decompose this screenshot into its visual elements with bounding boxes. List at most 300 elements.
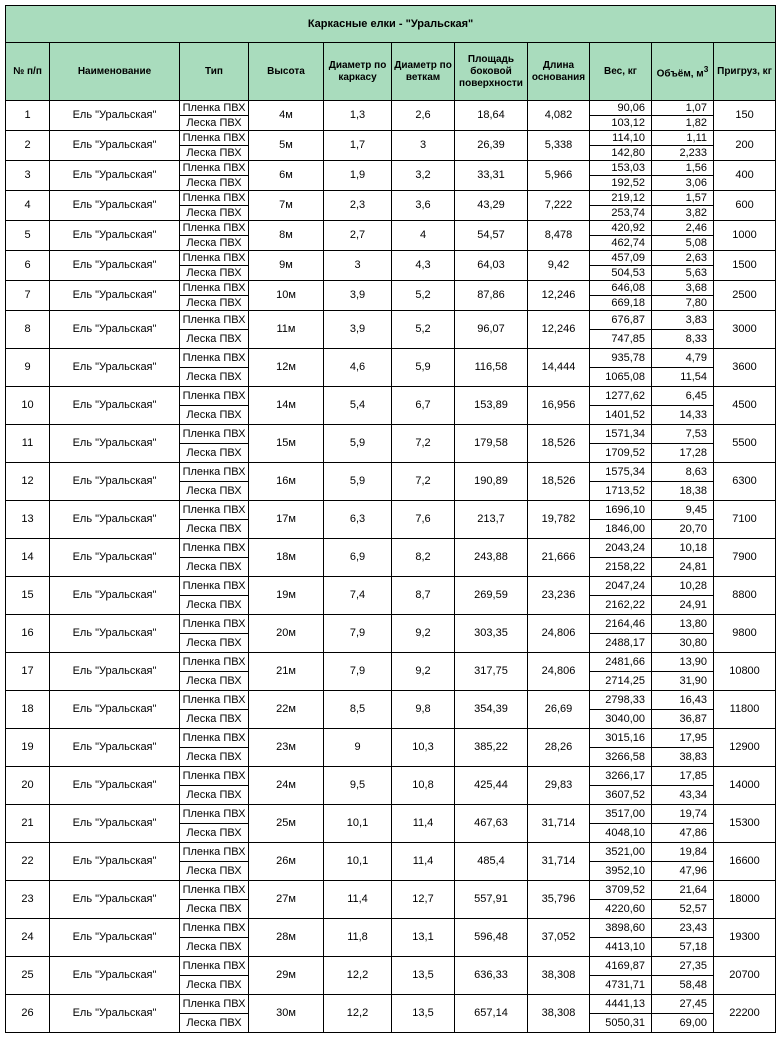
cell-base-length: 12,246 — [528, 311, 590, 349]
cell-num: 11 — [6, 425, 50, 463]
cell-diameter-branches: 7,2 — [392, 425, 455, 463]
cell-type-film: Пленка ПВХ — [180, 957, 249, 976]
cell-ballast: 1000 — [714, 221, 776, 251]
cell-weight-film: 90,06 — [590, 101, 652, 116]
cell-diameter-branches: 5,9 — [392, 349, 455, 387]
cell-volume-line: 17,28 — [652, 444, 714, 463]
cell-diameter-frame: 1,7 — [324, 131, 392, 161]
cell-num: 2 — [6, 131, 50, 161]
cell-type-line: Леска ПВХ — [180, 406, 249, 425]
cell-num: 20 — [6, 767, 50, 805]
cell-diameter-branches: 13,5 — [392, 995, 455, 1033]
cell-diameter-frame: 12,2 — [324, 995, 392, 1033]
cell-type-film: Пленка ПВХ — [180, 767, 249, 786]
cell-weight-film: 646,08 — [590, 281, 652, 296]
cell-area: 425,44 — [455, 767, 528, 805]
cell-type-line: Леска ПВХ — [180, 748, 249, 767]
cell-name: Ель "Уральская" — [50, 221, 180, 251]
cell-type-film: Пленка ПВХ — [180, 539, 249, 558]
table-row — [6, 653, 776, 672]
cell-type-line: Леска ПВХ — [180, 672, 249, 691]
cell-type-line: Леска ПВХ — [180, 976, 249, 995]
table-row — [6, 425, 776, 444]
cell-weight-film: 153,03 — [590, 161, 652, 176]
cell-height: 21м — [249, 653, 324, 691]
cell-weight-film: 4441,13 — [590, 995, 652, 1014]
cell-ballast: 3600 — [714, 349, 776, 387]
cell-base-length: 26,69 — [528, 691, 590, 729]
cell-height: 15м — [249, 425, 324, 463]
cell-weight-line: 192,52 — [590, 176, 652, 191]
cell-area: 54,57 — [455, 221, 528, 251]
cell-weight-film: 3266,17 — [590, 767, 652, 786]
cell-weight-film: 4169,87 — [590, 957, 652, 976]
cell-name: Ель "Уральская" — [50, 957, 180, 995]
cell-diameter-frame: 2,7 — [324, 221, 392, 251]
cell-type-film: Пленка ПВХ — [180, 311, 249, 330]
cell-area: 33,31 — [455, 161, 528, 191]
cell-weight-line: 3952,10 — [590, 862, 652, 881]
cell-name: Ель "Уральская" — [50, 101, 180, 131]
cell-ballast: 9800 — [714, 615, 776, 653]
cell-area: 243,88 — [455, 539, 528, 577]
cell-type-film: Пленка ПВХ — [180, 191, 249, 206]
cell-weight-film: 2481,66 — [590, 653, 652, 672]
cell-num: 10 — [6, 387, 50, 425]
header-diameter-branches: Диаметр по веткам — [392, 43, 455, 101]
cell-num: 1 — [6, 101, 50, 131]
cell-volume-line: 7,80 — [652, 296, 714, 311]
cell-base-length: 38,308 — [528, 995, 590, 1033]
cell-num: 22 — [6, 843, 50, 881]
cell-weight-line: 4413,10 — [590, 938, 652, 957]
cell-type-line: Леска ПВХ — [180, 146, 249, 161]
cell-type-line: Леска ПВХ — [180, 786, 249, 805]
table-row — [6, 729, 776, 748]
cell-base-length: 5,338 — [528, 131, 590, 161]
cell-ballast: 1500 — [714, 251, 776, 281]
cell-name: Ель "Уральская" — [50, 191, 180, 221]
cell-height: 22м — [249, 691, 324, 729]
cell-area: 153,89 — [455, 387, 528, 425]
cell-diameter-branches: 11,4 — [392, 805, 455, 843]
cell-base-length: 14,444 — [528, 349, 590, 387]
cell-volume-film: 3,83 — [652, 311, 714, 330]
cell-num: 5 — [6, 221, 50, 251]
cell-name: Ель "Уральская" — [50, 161, 180, 191]
cell-height: 29м — [249, 957, 324, 995]
cell-area: 269,59 — [455, 577, 528, 615]
cell-diameter-branches: 5,2 — [392, 281, 455, 311]
cell-diameter-branches: 9,8 — [392, 691, 455, 729]
cell-volume-film: 1,11 — [652, 131, 714, 146]
cell-type-line: Леска ПВХ — [180, 900, 249, 919]
header-ballast: Пригруз, кг — [714, 43, 776, 101]
cell-type-film: Пленка ПВХ — [180, 161, 249, 176]
cell-weight-film: 114,10 — [590, 131, 652, 146]
cell-weight-film: 457,09 — [590, 251, 652, 266]
cell-diameter-branches: 12,7 — [392, 881, 455, 919]
cell-ballast: 10800 — [714, 653, 776, 691]
cell-volume-line: 30,80 — [652, 634, 714, 653]
cell-ballast: 150 — [714, 101, 776, 131]
table-row — [6, 387, 776, 406]
cell-height: 19м — [249, 577, 324, 615]
cell-weight-line: 3040,00 — [590, 710, 652, 729]
cell-volume-line: 38,83 — [652, 748, 714, 767]
table-row — [6, 281, 776, 296]
cell-num: 7 — [6, 281, 50, 311]
cell-type-line: Леска ПВХ — [180, 596, 249, 615]
cell-type-film: Пленка ПВХ — [180, 131, 249, 146]
cell-name: Ель "Уральская" — [50, 387, 180, 425]
cell-volume-film: 27,35 — [652, 957, 714, 976]
cell-base-length: 35,796 — [528, 881, 590, 919]
cell-type-film: Пленка ПВХ — [180, 251, 249, 266]
cell-diameter-frame: 3 — [324, 251, 392, 281]
cell-type-film: Пленка ПВХ — [180, 843, 249, 862]
cell-weight-line: 103,12 — [590, 116, 652, 131]
cell-weight-line: 1065,08 — [590, 368, 652, 387]
cell-diameter-frame: 1,9 — [324, 161, 392, 191]
cell-height: 28м — [249, 919, 324, 957]
cell-height: 12м — [249, 349, 324, 387]
cell-base-length: 38,308 — [528, 957, 590, 995]
cell-name: Ель "Уральская" — [50, 539, 180, 577]
table-row — [6, 221, 776, 236]
cell-ballast: 20700 — [714, 957, 776, 995]
cell-type-film: Пленка ПВХ — [180, 615, 249, 634]
cell-volume-line: 43,34 — [652, 786, 714, 805]
cell-type-line: Леска ПВХ — [180, 296, 249, 311]
cell-type-film: Пленка ПВХ — [180, 463, 249, 482]
cell-diameter-branches: 6,7 — [392, 387, 455, 425]
cell-volume-line: 69,00 — [652, 1014, 714, 1033]
cell-height: 14м — [249, 387, 324, 425]
header-name: Наименование — [50, 43, 180, 101]
cell-volume-line: 52,57 — [652, 900, 714, 919]
cell-type-film: Пленка ПВХ — [180, 805, 249, 824]
cell-weight-film: 3898,60 — [590, 919, 652, 938]
cell-weight-film: 3517,00 — [590, 805, 652, 824]
cell-type-film: Пленка ПВХ — [180, 387, 249, 406]
cell-weight-film: 1575,34 — [590, 463, 652, 482]
cell-type-line: Леска ПВХ — [180, 558, 249, 577]
table-row — [6, 691, 776, 710]
cell-diameter-frame: 3,9 — [324, 281, 392, 311]
cell-base-length: 9,42 — [528, 251, 590, 281]
cell-num: 4 — [6, 191, 50, 221]
cell-num: 12 — [6, 463, 50, 501]
cell-type-line: Леска ПВХ — [180, 116, 249, 131]
cell-base-length: 16,956 — [528, 387, 590, 425]
cell-height: 11м — [249, 311, 324, 349]
cell-ballast: 400 — [714, 161, 776, 191]
cell-num: 23 — [6, 881, 50, 919]
cell-diameter-branches: 7,2 — [392, 463, 455, 501]
table-row — [6, 251, 776, 266]
cell-name: Ель "Уральская" — [50, 805, 180, 843]
cell-diameter-frame: 3,9 — [324, 311, 392, 349]
cell-volume-line: 3,06 — [652, 176, 714, 191]
cell-area: 557,91 — [455, 881, 528, 919]
cell-volume-line: 18,38 — [652, 482, 714, 501]
cell-base-length: 5,966 — [528, 161, 590, 191]
cell-name: Ель "Уральская" — [50, 653, 180, 691]
cell-ballast: 6300 — [714, 463, 776, 501]
cell-weight-film: 3015,16 — [590, 729, 652, 748]
header-volume-label: Объём, м — [656, 68, 704, 80]
cell-type-film: Пленка ПВХ — [180, 349, 249, 368]
cell-name: Ель "Уральская" — [50, 131, 180, 161]
table-row — [6, 919, 776, 938]
table-row — [6, 995, 776, 1014]
cell-weight-line: 4220,60 — [590, 900, 652, 919]
cell-area: 116,58 — [455, 349, 528, 387]
cell-volume-film: 10,28 — [652, 577, 714, 596]
cell-volume-line: 2,233 — [652, 146, 714, 161]
cell-type-line: Леска ПВХ — [180, 206, 249, 221]
cell-ballast: 4500 — [714, 387, 776, 425]
cell-base-length: 8,478 — [528, 221, 590, 251]
cell-volume-line: 20,70 — [652, 520, 714, 539]
cell-diameter-frame: 10,1 — [324, 805, 392, 843]
cell-volume-film: 9,45 — [652, 501, 714, 520]
cell-name: Ель "Уральская" — [50, 729, 180, 767]
cell-height: 10м — [249, 281, 324, 311]
cell-type-film: Пленка ПВХ — [180, 881, 249, 900]
cell-weight-film: 2043,24 — [590, 539, 652, 558]
cell-ballast: 7100 — [714, 501, 776, 539]
cell-area: 657,14 — [455, 995, 528, 1033]
table-row — [6, 463, 776, 482]
cell-weight-line: 2162,22 — [590, 596, 652, 615]
cell-area: 385,22 — [455, 729, 528, 767]
cell-height: 30м — [249, 995, 324, 1033]
cell-area: 467,63 — [455, 805, 528, 843]
cell-weight-film: 2798,33 — [590, 691, 652, 710]
cell-weight-film: 2164,46 — [590, 615, 652, 634]
cell-ballast: 11800 — [714, 691, 776, 729]
table-row — [6, 501, 776, 520]
cell-height: 18м — [249, 539, 324, 577]
cell-name: Ель "Уральская" — [50, 767, 180, 805]
cell-diameter-branches: 7,6 — [392, 501, 455, 539]
table-row — [6, 767, 776, 786]
cell-weight-film: 219,12 — [590, 191, 652, 206]
cell-type-film: Пленка ПВХ — [180, 691, 249, 710]
cell-volume-film: 13,80 — [652, 615, 714, 634]
cell-volume-film: 21,64 — [652, 881, 714, 900]
cell-diameter-frame: 9 — [324, 729, 392, 767]
cell-volume-film: 7,53 — [652, 425, 714, 444]
cell-diameter-branches: 4 — [392, 221, 455, 251]
cell-volume-line: 11,54 — [652, 368, 714, 387]
cell-weight-film: 2047,24 — [590, 577, 652, 596]
cell-height: 26м — [249, 843, 324, 881]
cell-height: 23м — [249, 729, 324, 767]
cell-diameter-frame: 6,9 — [324, 539, 392, 577]
cell-type-film: Пленка ПВХ — [180, 995, 249, 1014]
cell-weight-film: 676,87 — [590, 311, 652, 330]
cell-name: Ель "Уральская" — [50, 615, 180, 653]
cell-ballast: 8800 — [714, 577, 776, 615]
cell-volume-film: 17,85 — [652, 767, 714, 786]
cell-area: 636,33 — [455, 957, 528, 995]
cell-diameter-branches: 8,2 — [392, 539, 455, 577]
cell-weight-film: 3521,00 — [590, 843, 652, 862]
table-row — [6, 101, 776, 116]
cell-num: 16 — [6, 615, 50, 653]
cell-height: 5м — [249, 131, 324, 161]
cell-weight-line: 1709,52 — [590, 444, 652, 463]
cell-diameter-frame: 2,3 — [324, 191, 392, 221]
cell-volume-line: 24,81 — [652, 558, 714, 577]
cell-diameter-frame: 12,2 — [324, 957, 392, 995]
cell-name: Ель "Уральская" — [50, 281, 180, 311]
cell-diameter-branches: 2,6 — [392, 101, 455, 131]
cell-weight-line: 5050,31 — [590, 1014, 652, 1033]
cell-volume-film: 8,63 — [652, 463, 714, 482]
cell-weight-line: 462,74 — [590, 236, 652, 251]
cell-num: 3 — [6, 161, 50, 191]
cell-volume-film: 4,79 — [652, 349, 714, 368]
header-volume — [652, 43, 714, 101]
cell-diameter-frame: 7,9 — [324, 615, 392, 653]
cell-base-length: 28,26 — [528, 729, 590, 767]
cell-name: Ель "Уральская" — [50, 995, 180, 1033]
cell-num: 17 — [6, 653, 50, 691]
cell-volume-film: 1,57 — [652, 191, 714, 206]
cell-type-line: Леска ПВХ — [180, 710, 249, 729]
cell-weight-film: 1696,10 — [590, 501, 652, 520]
table-row — [6, 881, 776, 900]
cell-diameter-frame: 8,5 — [324, 691, 392, 729]
cell-base-length: 12,246 — [528, 281, 590, 311]
cell-diameter-branches: 10,8 — [392, 767, 455, 805]
cell-name: Ель "Уральская" — [50, 463, 180, 501]
cell-volume-film: 2,63 — [652, 251, 714, 266]
price-table — [5, 5, 776, 1033]
cell-ballast: 14000 — [714, 767, 776, 805]
cell-diameter-branches: 3,6 — [392, 191, 455, 221]
cell-diameter-frame: 1,3 — [324, 101, 392, 131]
cell-num: 25 — [6, 957, 50, 995]
cell-num: 6 — [6, 251, 50, 281]
header-height: Высота — [249, 43, 324, 101]
cell-diameter-frame: 6,3 — [324, 501, 392, 539]
cell-ballast: 18000 — [714, 881, 776, 919]
header-volume-sup: 3 — [703, 63, 709, 74]
cell-volume-film: 1,56 — [652, 161, 714, 176]
table-row — [6, 311, 776, 330]
cell-base-length: 24,806 — [528, 615, 590, 653]
cell-diameter-frame: 5,9 — [324, 425, 392, 463]
table-row — [6, 957, 776, 976]
cell-weight-line: 3266,58 — [590, 748, 652, 767]
cell-diameter-branches: 13,5 — [392, 957, 455, 995]
cell-type-line: Леска ПВХ — [180, 444, 249, 463]
cell-name: Ель "Уральская" — [50, 843, 180, 881]
table-row — [6, 805, 776, 824]
cell-type-film: Пленка ПВХ — [180, 653, 249, 672]
cell-ballast: 22200 — [714, 995, 776, 1033]
cell-name: Ель "Уральская" — [50, 919, 180, 957]
cell-type-line: Леска ПВХ — [180, 368, 249, 387]
cell-base-length: 31,714 — [528, 805, 590, 843]
cell-diameter-branches: 13,1 — [392, 919, 455, 957]
cell-weight-line: 1713,52 — [590, 482, 652, 501]
cell-type-film: Пленка ПВХ — [180, 101, 249, 116]
cell-num: 13 — [6, 501, 50, 539]
cell-diameter-frame: 5,4 — [324, 387, 392, 425]
cell-ballast: 12900 — [714, 729, 776, 767]
cell-area: 485,4 — [455, 843, 528, 881]
cell-ballast: 600 — [714, 191, 776, 221]
cell-num: 19 — [6, 729, 50, 767]
cell-volume-line: 24,91 — [652, 596, 714, 615]
cell-ballast: 15300 — [714, 805, 776, 843]
cell-volume-line: 47,96 — [652, 862, 714, 881]
cell-weight-line: 2158,22 — [590, 558, 652, 577]
cell-type-film: Пленка ПВХ — [180, 281, 249, 296]
cell-type-line: Леска ПВХ — [180, 482, 249, 501]
cell-height: 4м — [249, 101, 324, 131]
cell-height: 24м — [249, 767, 324, 805]
cell-area: 18,64 — [455, 101, 528, 131]
cell-weight-line: 4731,71 — [590, 976, 652, 995]
cell-name: Ель "Уральская" — [50, 691, 180, 729]
cell-volume-line: 36,87 — [652, 710, 714, 729]
cell-area: 190,89 — [455, 463, 528, 501]
table-body — [6, 101, 776, 1033]
cell-weight-line: 2488,17 — [590, 634, 652, 653]
cell-diameter-branches: 3,2 — [392, 161, 455, 191]
cell-weight-film: 1571,34 — [590, 425, 652, 444]
cell-volume-line: 47,86 — [652, 824, 714, 843]
cell-diameter-branches: 9,2 — [392, 615, 455, 653]
cell-weight-film: 1277,62 — [590, 387, 652, 406]
cell-height: 9м — [249, 251, 324, 281]
cell-area: 317,75 — [455, 653, 528, 691]
table-title: Каркасные елки - "Уральская" — [6, 6, 776, 43]
cell-area: 43,29 — [455, 191, 528, 221]
cell-weight-line: 1401,52 — [590, 406, 652, 425]
cell-name: Ель "Уральская" — [50, 349, 180, 387]
cell-base-length: 4,082 — [528, 101, 590, 131]
cell-type-line: Леска ПВХ — [180, 236, 249, 251]
cell-base-length: 29,83 — [528, 767, 590, 805]
cell-volume-line: 5,08 — [652, 236, 714, 251]
header-area: Площадь боковой поверхности — [455, 43, 528, 101]
cell-volume-film: 10,18 — [652, 539, 714, 558]
cell-ballast: 200 — [714, 131, 776, 161]
cell-type-line: Леска ПВХ — [180, 634, 249, 653]
table-row — [6, 131, 776, 146]
cell-ballast: 16600 — [714, 843, 776, 881]
cell-weight-film: 935,78 — [590, 349, 652, 368]
cell-volume-line: 3,82 — [652, 206, 714, 221]
cell-volume-line: 58,48 — [652, 976, 714, 995]
cell-height: 16м — [249, 463, 324, 501]
cell-height: 8м — [249, 221, 324, 251]
cell-base-length: 19,782 — [528, 501, 590, 539]
cell-area: 96,07 — [455, 311, 528, 349]
cell-type-film: Пленка ПВХ — [180, 221, 249, 236]
cell-type-film: Пленка ПВХ — [180, 729, 249, 748]
cell-diameter-branches: 5,2 — [392, 311, 455, 349]
table-row — [6, 577, 776, 596]
